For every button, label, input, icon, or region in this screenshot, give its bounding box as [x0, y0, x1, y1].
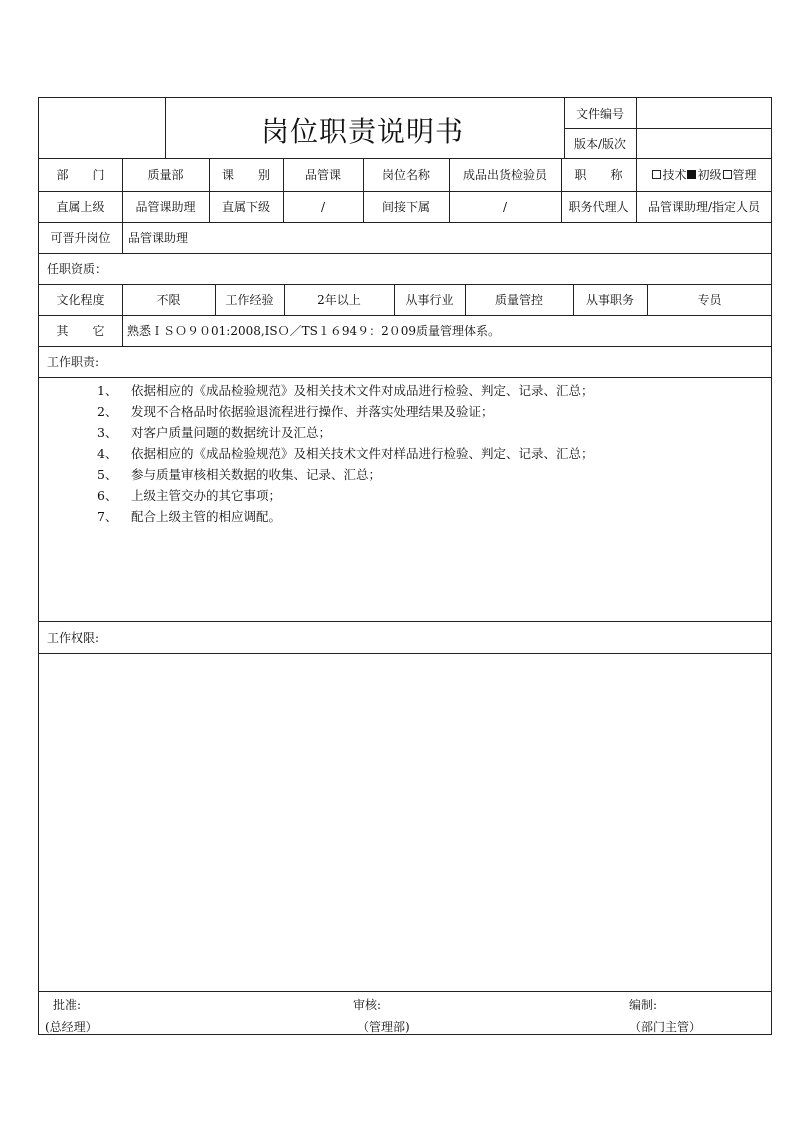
duty-number: 2、 — [97, 404, 118, 419]
section-label: 课 别 — [221, 168, 270, 182]
section-value: 品管课 — [304, 168, 341, 182]
divider — [39, 991, 772, 992]
position-value: 成品出货检验员 — [462, 168, 547, 182]
rank-options — [636, 158, 772, 191]
checkbox-management-icon[interactable] — [723, 170, 732, 179]
rank-option-label: 技术 — [662, 168, 687, 182]
duties-list — [97, 380, 594, 527]
version-label: 版本/版次 — [573, 136, 627, 151]
dept-label: 部 门 — [56, 168, 105, 182]
superior-label: 直属上级 — [56, 200, 105, 214]
duty-text: 参与质量审核相关数据的收集、记录、汇总； — [131, 467, 382, 482]
version-value — [636, 128, 772, 158]
duty-number: 6、 — [97, 488, 118, 503]
subordinate-value: / — [320, 199, 326, 214]
promotion-label: 可晋升岗位 — [50, 231, 111, 245]
job-description-form — [38, 97, 772, 1035]
rank-option-label: 初级 — [697, 168, 722, 182]
prepare-label: 编制: — [629, 998, 658, 1012]
file-no-label: 文件编号 — [575, 106, 624, 121]
rank-label: 职 称 — [574, 168, 623, 182]
edu-label: 文化程度 — [56, 293, 105, 307]
duty-number: 4、 — [97, 446, 118, 461]
duty-text: 配合上级主管的相应调配。 — [131, 509, 282, 524]
divider — [39, 377, 772, 378]
industry-value: 质量管控 — [494, 293, 543, 307]
review-role: （管理部) — [357, 1020, 410, 1034]
duty-number: 7、 — [97, 509, 118, 524]
divider — [165, 98, 166, 158]
file-no-value — [636, 98, 772, 128]
duty-number: 3、 — [97, 425, 118, 440]
list-item — [97, 443, 594, 464]
other-label: 其 它 — [56, 324, 105, 338]
indirect-label: 间接下属 — [381, 200, 430, 214]
duty-text: 依据相应的《成品检验规范》及相关技术文件对样品进行检验、判定、记录、汇总； — [131, 446, 594, 461]
approve-role: (总经理） — [45, 1020, 98, 1034]
duties-label: 工作职责: — [47, 355, 100, 369]
qualification-label: 任职资质： — [47, 262, 108, 276]
job-label: 从事职务 — [585, 293, 634, 307]
divider — [39, 653, 772, 654]
edu-value: 不限 — [156, 293, 181, 307]
dept-value: 质量部 — [147, 168, 184, 182]
other-value: 熟悉ＩＳＯ９０01:2008,ISＯ／TS１６94９：2０09质量管理体系。 — [127, 324, 501, 338]
indirect-value: / — [502, 199, 508, 214]
industry-label: 从事行业 — [405, 293, 454, 307]
promotion-value: 品管课助理 — [128, 231, 189, 245]
exp-value: 2年以上 — [317, 293, 361, 307]
list-item — [97, 401, 594, 422]
duty-text: 上级主管交办的其它事项； — [131, 488, 282, 503]
review-label: 审核: — [353, 998, 382, 1012]
checkbox-junior-checked-icon[interactable] — [687, 170, 696, 179]
checkbox-technical-icon[interactable] — [652, 170, 661, 179]
job-value: 专员 — [697, 293, 722, 307]
authority-label: 工作权限: — [47, 630, 100, 645]
page-title: 岗位职责说明书 — [261, 115, 465, 148]
duty-number: 1、 — [97, 383, 118, 398]
list-item — [97, 422, 594, 443]
duty-text: 发现不合格品时依据验退流程进行操作、并落实处理结果及验证； — [131, 404, 494, 419]
list-item — [97, 506, 594, 527]
rank-option-label: 管理 — [732, 168, 757, 182]
exp-label: 工作经验 — [225, 293, 274, 307]
duty-number: 5、 — [97, 467, 118, 482]
list-item — [97, 380, 594, 401]
position-label: 岗位名称 — [381, 168, 430, 182]
approve-label: 批准: — [53, 998, 82, 1012]
deputy-label: 职务代理人 — [568, 200, 629, 214]
list-item — [97, 485, 594, 506]
deputy-value: 品管课助理/指定人员 — [647, 200, 761, 214]
superior-value: 品管课助理 — [135, 200, 196, 214]
duty-text: 对客户质量问题的数据统计及汇总； — [131, 425, 332, 440]
subordinate-label: 直属下级 — [221, 200, 270, 214]
duty-text: 依据相应的《成品检验规范》及相关技术文件对成品进行检验、判定、记录、汇总； — [131, 383, 594, 398]
list-item — [97, 464, 594, 485]
prepare-role: （部门主管） — [629, 1020, 702, 1034]
